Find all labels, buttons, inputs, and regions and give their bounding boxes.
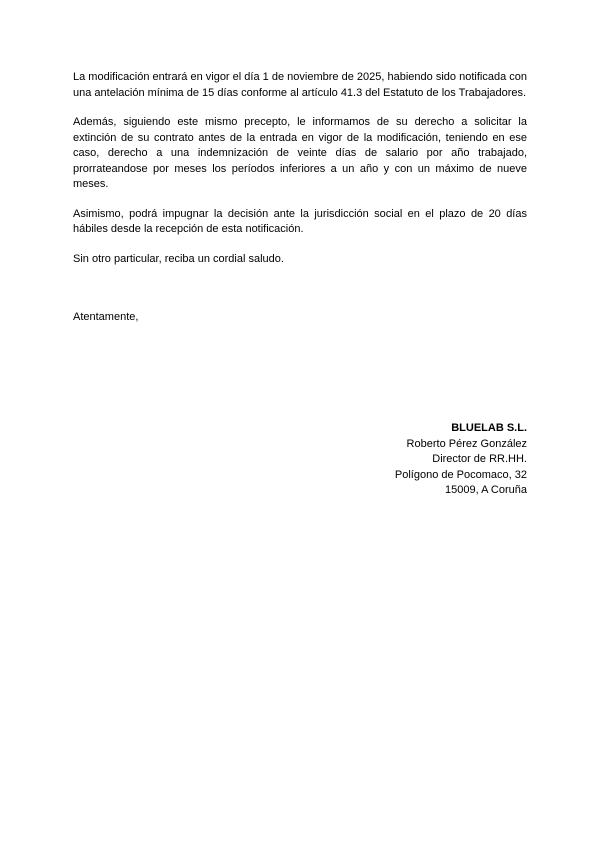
signature-address: Polígono de Pocomaco, 32	[394, 468, 527, 481]
paragraph-appeal-right: Asimismo, podrá impugnar la decisión ante la jurisdicción social en el plazo de 20 días hábiles desde la recepción de esta notificación.	[73, 207, 527, 235]
paragraph-effective-date: La modificación entrará en vigor el día 1 de noviembre de 2025, habiendo sido notificada con una antelación mínima de 15 días conforme al artículo 41.3 del Estatuto de los Trabajadores.	[73, 71, 527, 99]
signature-name: Roberto Pérez González	[406, 437, 527, 450]
paragraph-greeting: Sin otro particular, reciba un cordial saludo.	[73, 252, 284, 265]
signature-block	[395, 421, 527, 499]
signature-city: 15009, A Coruña	[445, 484, 527, 496]
signature-company: BLUELAB S.L.	[451, 422, 527, 434]
paragraph-termination-right: Además, siguiendo este mismo precepto, le informamos de su derecho a solicitar la extinción de su contrato antes de la entrada en vigor de la modificación, teniendo en ese caso, derecho a una indemnización de veinte días de salario por año trabajado, prorrateandose por meses los períodos inferiores a un año y con un máximo de nueve meses.	[73, 116, 527, 190]
signature-position: Director de RR.HH.	[432, 453, 527, 465]
closing-text: Atentamente,	[73, 311, 139, 323]
letter-body	[73, 70, 527, 281]
